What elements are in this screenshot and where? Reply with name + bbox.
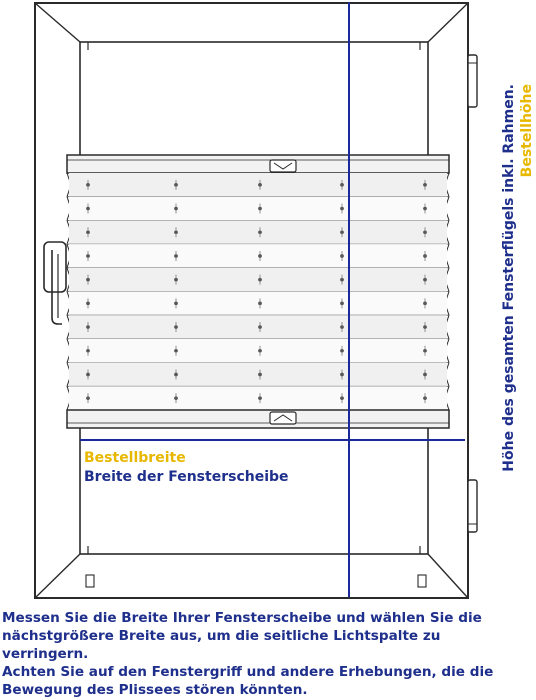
frame-bevel-tl [35,3,80,42]
order-width-label: Bestellbreite [84,450,186,466]
frame-clip-bottom-right [418,575,426,587]
hinge-icon [468,480,477,532]
instructions-paragraph-1: Messen Sie die Breite Ihrer Fensterscheibe und wählen Sie die nächstgrößere Breite aus, um die seitliche Lichtspalte zu verringern. [2,610,482,662]
frame-bevel-bl [35,554,80,598]
blind-grip-icon [270,160,296,172]
pleated-blind [67,155,449,428]
hinge-icon [468,55,477,107]
order-height-label: Bestellhöhe [519,84,535,178]
blind-grip-icon [270,412,296,424]
window-handle-icon [44,242,66,324]
pane-width-label: Breite der Fensterscheibe [84,469,289,485]
blind-top-rail [67,155,449,173]
frame-bevel-tr [428,3,468,42]
instructions-paragraph-2: Achten Sie auf den Fenstergriff und andere Erhebungen, die die Bewegung des Plissees stören könnten. [2,664,494,698]
instructions-text [2,609,529,699]
sash-height-label: Höhe des gesamten Fensterflügels inkl. Rahmen. [501,84,517,472]
frame-bevel-br [428,554,468,598]
blind-bottom-rail [67,410,449,428]
blind-pleats [67,173,449,410]
frame-clip-bottom-left [86,575,94,587]
